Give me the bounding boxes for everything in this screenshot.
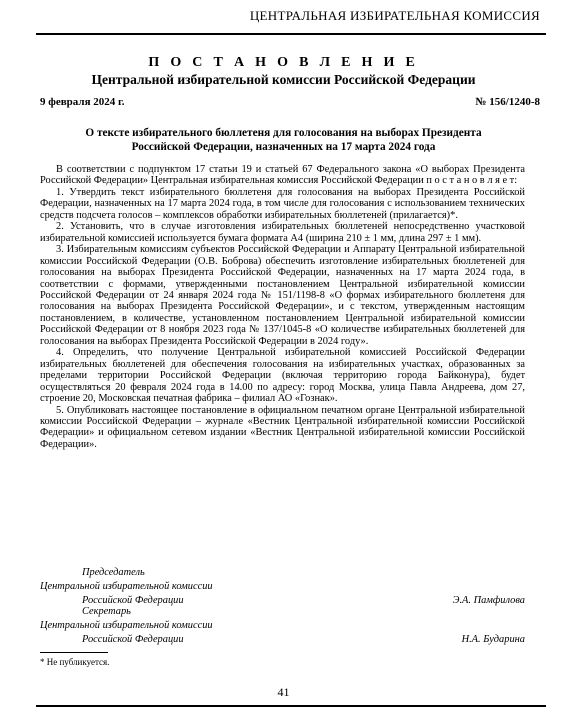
body-paragraph: 1. Утвердить текст избирательного бюллетеня для голосования на выборах Президента Российской Федерации, назначенных на 17 марта 2024 года, в том числе для голосования с использованием технических средств подсчета голосов – комплексов обработки избирательных бюллетеней (прилагается)*. [40, 186, 525, 221]
signature-chairman [40, 566, 525, 608]
document-issuer: Центральной избирательной комиссии Российской Федерации [91, 72, 476, 87]
body-paragraph: 5. Опубликовать настоящее постановление в официальном печатном органе Центральной избирательной комиссии Российской Федерации – журнале «Вестник Центральной избирательной комиссии Российской Федерации» и официальном сетевом издании «Вестник Центральной избирательной комиссии Российской Федерации». [40, 404, 525, 450]
document-number: № 156/1240-8 [475, 96, 540, 108]
body-paragraph: 3. Избирательным комиссиям субъектов Российской Федерации и Аппарату Центральной избирательной комиссии Российской Федерации (О.В. Боброва) обеспечить изготовление избирательных бюллетеней для голосования на выборах Президента Российской Федерации, назначенных на 17 марта 2024 года, в соответствии с формами, утвержденными постановлением Центральной избирательной комиссии Российской Федерации от 24 января 2024 года № 151/1198-8 «О формах избирательного бюллетеня для голосования на выборах Президента Российской Федерации», и с текстом, утвержденным настоящим постановлением, в количестве, установленном постановлением Центральной избирательной комиссии Российской Федерации от 8 ноября 2023 года № 137/1045-8 «О количестве избирательных бюллетеней для голосования на выборах Президента Российской Федерации в 2024 году». [40, 244, 525, 347]
signature-role-title: Секретарь [82, 606, 131, 617]
document-date: 9 февраля 2024 г. [40, 96, 125, 108]
footer-divider [36, 705, 546, 707]
footnote: * Не публикуется. [40, 657, 110, 667]
page-number: 41 [277, 685, 290, 699]
signature-role-title: Председатель [82, 567, 145, 578]
signature-role-country: Российской Федерации [82, 634, 184, 645]
signature-role-org: Центральной избирательной комиссии [40, 581, 213, 592]
document-title: О тексте избирательного бюллетеня для голосования на выборах Президента Российской Федерации, назначенных на 17 марта 2024 года [85, 127, 482, 153]
signature-role-country: Российской Федерации [82, 595, 184, 606]
header-divider [36, 33, 546, 35]
signature-name: Н.А. Бударина [461, 634, 525, 645]
document-body [40, 164, 525, 450]
document-type: П О С Т А Н О В Л Е Н И Е [148, 55, 419, 70]
signature-secretary [40, 605, 525, 647]
body-paragraph: 4. Определить, что получение Центральной избирательной комиссией Российской Федерации избирательных бюллетеней для обеспечения голосования на избирательных участках, образованных за пределами территории Российской Федерации (включая территорию города Байконура), будет осуществляться 20 февраля 2024 года в 14.00 по адресу: город Москва, улица Павла Андреева, дом 27, строение 20, Московская печатная фабрика – филиал АО «Гознак». [40, 347, 525, 405]
signature-role-org: Центральной избирательной комиссии [40, 620, 213, 631]
footnote-divider [40, 652, 108, 653]
signature-name: Э.А. Памфилова [452, 595, 525, 606]
body-paragraph: 2. Установить, что в случае изготовления избирательных бюллетеней непосредственно участковой избирательной комиссией используется бумага формата А4 (ширина 210 ± 1 мм, длина 297 ± 1 мм). [40, 221, 525, 244]
preamble-paragraph: В соответствии с подпунктом 17 статьи 19 и статьей 67 Федерального закона «О выборах Президента Российской Федерации» Центральная избирательная комиссия Российской Федерации п о с т а н о в л я е т: [40, 164, 525, 187]
running-header: ЦЕНТРАЛЬНАЯ ИЗБИРАТЕЛЬНАЯ КОМИССИЯ [249, 8, 540, 23]
